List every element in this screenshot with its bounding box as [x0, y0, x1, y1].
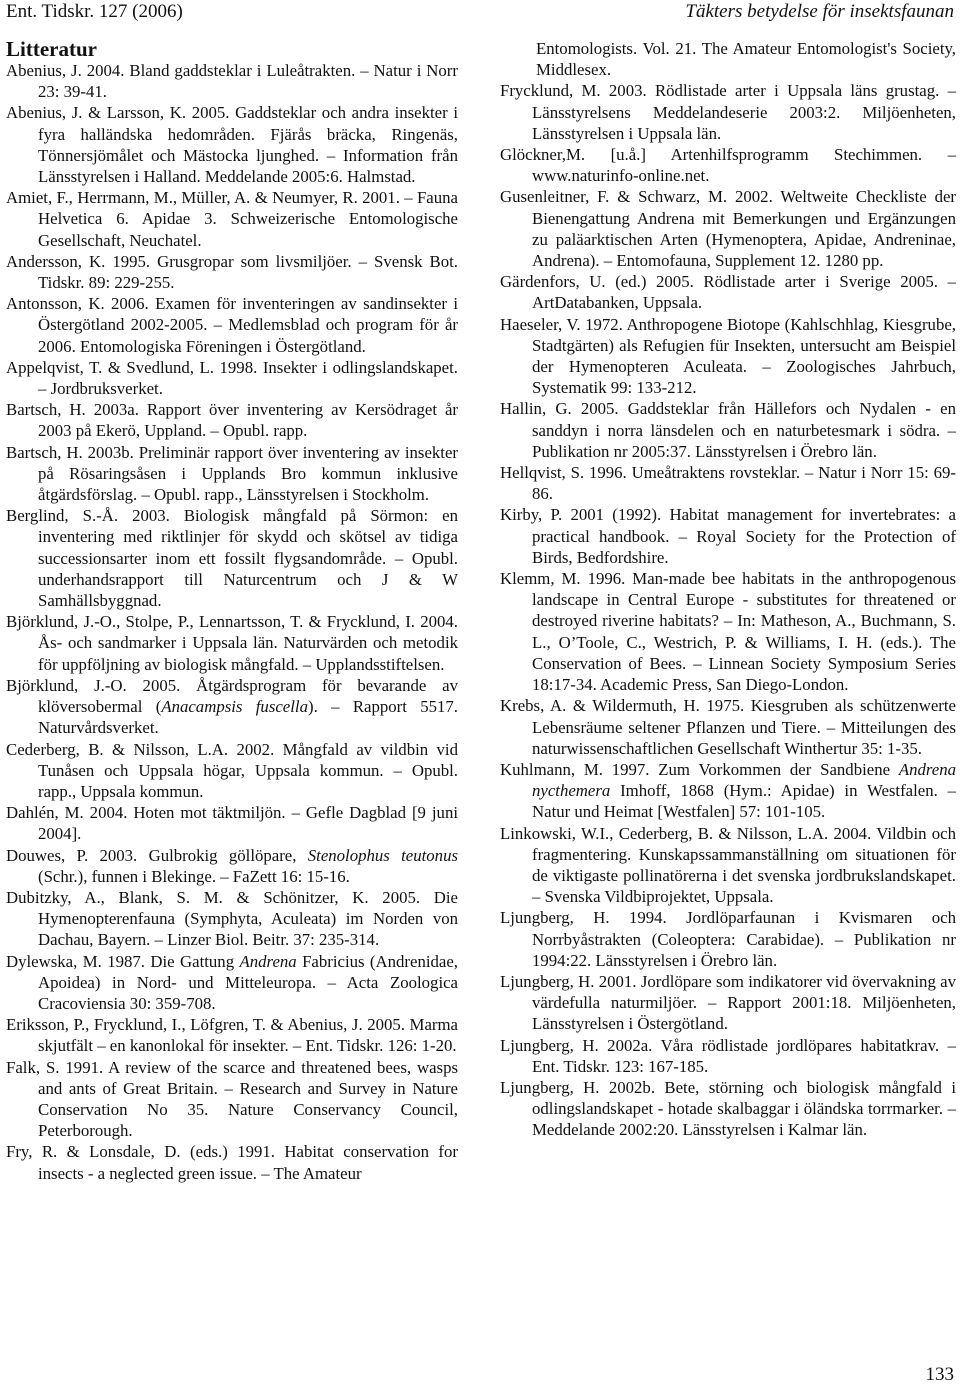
reference-entry: Andersson, K. 1995. Grusgropar som livsmiljöer. – Svensk Bot. Tidskr. 89: 229-255. — [6, 251, 458, 293]
running-title: Täkters betydelse för insektsfaunan — [685, 1, 954, 22]
reference-entry: Haeseler, V. 1972. Anthropogene Biotope (Kahlschhlag, Kiesgrube, Stadtgärten) als Refugien für Insekten, untersucht am Beispiel der Hymenopteren Aculeata. – Zoologisches Jahrbuch, Systematik 99: 133-212. — [500, 314, 956, 398]
reference-entry: Fry, R. & Lonsdale, D. (eds.) 1991. Habitat conservation for insects - a neglected green issue. – The Amateur — [6, 1142, 458, 1183]
reference-entry: Björklund, J.-O., Stolpe, P., Lennartsson, T. & Frycklund, I. 2004. Ås- och sandmarker i Uppsala län. Naturvärden och metodik för uppföljning av biologisk mångfald. – Upplandsstiftelsen. — [6, 612, 458, 674]
reference-entry: Ljungberg, H. 1994. Jordlöparfaunan i Kvismaren och Norrbyåstrakten (Coleoptera: Carabidae). – Publikation nr 1994:22. Länsstyrelsen i Örebro län. — [500, 908, 956, 970]
reference-entry: Glöckner,M. [u.å.] Artenhilfsprogramm Stechimmen. – www.naturinfo-online.net. — [500, 145, 956, 186]
reference-entry: Krebs, A. & Wildermuth, H. 1975. Kiesgruben als schützenwerte Lebensräume seltener Pflanzen und Tiere. – Mitteilungen des naturwissenschaftlichen Gesellschaft Winthertur 35: 1-35. — [500, 696, 956, 758]
reference-entry: Bartsch, H. 2003a. Rapport över inventering av Kersödraget år 2003 på Ekerö, Uppland. – Opubl. rapp. — [6, 400, 458, 441]
reference-entry: Falk, S. 1991. A review of the scarce and threatened bees, wasps and ants of Great Britain. – Research and Survey in Nature Conservation No 35. Nature Conservancy Council, Peterborough. — [6, 1057, 458, 1141]
reference-entry: Björklund, J.-O. 2005. Åtgärdsprogram för bevarande av klöversobermal (Anacampsis fuscella). – Rapport 5517. Naturvårdsverket. — [6, 675, 459, 738]
page-number: 133 — [925, 1364, 954, 1385]
reference-entry: Berglind, S.-Å. 2003. Biologisk mångfald på Sörmon: en inventering med riktlinjer för skydd och skötsel av tidiga successionsarter inom ett fossilt flygsandområde. – Opubl. underhandsrapport till Naturcentrum och J & W Samhällsbyggnad. — [6, 506, 458, 611]
right-column — [500, 38, 956, 1141]
reference-entry: Klemm, M. 1996. Man-made bee habitats in the anthropogenous landscape in Central Europe - substitutes for threatened or destroyed riverine habitats? – In: Matheson, A., Buchmann, S. L., O’Toole, C., Westrich, P. & Williams, I. H. (eds.). The Conservation of Bees. – Linnean Society Symposium Series 18:17-34. Academic Press, San Diego-London. — [500, 569, 956, 695]
reference-entry: Ljungberg, H. 2002b. Bete, störning och biologisk mångfald i odlingslandskapet - hotade skalbaggar i öländska torrmarker. – Meddelande 2002:20. Länsstyrelsen i Kalmar län. — [500, 1077, 956, 1140]
reference-entry: Dubitzky, A., Blank, S. M. & Schönitzer, K. 2005. Die Hymenopterenfauna (Symphyta, Aculeata) im Norden von Dachau, Bayern. – Linzer Biol. Beitr. 37: 235-314. — [6, 887, 458, 950]
reference-entry: Abenius, J. & Larsson, K. 2005. Gaddsteklar och andra insekter i fyra halländska hedområden. Fjärås bräcka, Ringenäs, Tönnersjömålet och Mästocka ljunghed. – Information från Länsstyrelsen i Halland. Meddelande 2005:6. Halmstad. — [6, 103, 458, 187]
reference-entry: Ljungberg, H. 2001. Jordlöpare som indikatorer vid övervakning av värdefulla naturmiljöer. – Rapport 2001:18. Miljöenheten, Länsstyrelsen i Östergötland. — [500, 971, 956, 1034]
reference-entry: Bartsch, H. 2003b. Preliminär rapport över inventering av insekter på Rösaringsåsen i Upplands Bro kommun inklusive åtgärdsförslag. – Opubl. rapp., Länsstyrelsen i Stockholm. — [6, 442, 458, 505]
reference-entry: Gärdenfors, U. (ed.) 2005. Rödlistade arter i Sverige 2005. – ArtDatabanken, Uppsala. — [500, 272, 956, 313]
reference-entry: Kuhlmann, M. 1997. Zum Vorkommen der Sandbiene Andrena nycthemera Imhoff, 1868 (Hym.: Apidae) in Westfalen. – Natur und Heimat [Westfalen] 57: 101-105. — [500, 759, 956, 822]
left-column — [6, 38, 458, 1184]
reference-entry: Eriksson, P., Frycklund, I., Löfgren, T. & Abenius, J. 2005. Marma skjutfält – en kanonlokal för insekter. – Ent. Tidskr. 126: 1-20. — [6, 1015, 458, 1056]
reference-entry: Amiet, F., Herrmann, M., Müller, A. & Neumyer, R. 2001. – Fauna Helvetica 6. Apidae 3. Schweizerische Entomologische Gesellschaft, Neuchatel. — [6, 188, 458, 250]
reference-entry: Kirby, P. 2001 (1992). Habitat management for invertebrates: a practical handbook. – Royal Society for the Protection of Birds, Bedfordshire. — [500, 505, 956, 567]
reference-entry: Dylewska, M. 1987. Die Gattung Andrena Fabricius (Andrenidae, Apoidea) in Nord- und Mitteleuropa. – Acta Zoologica Cracoviensia 30: 359-708. — [6, 951, 458, 1013]
journal-citation: Ent. Tidskr. 127 (2006) — [6, 1, 183, 22]
reference-entry: Hallin, G. 2005. Gaddsteklar från Hällefors och Nydalen - en sanddyn i norra länsdelen och en naturbetesmark i södra. – Publikation nr 2005:37. Länsstyrelsen i Örebro län. — [500, 399, 956, 461]
reference-entry: Ljungberg, H. 2002a. Våra rödlistade jordlöpares habitatkrav. – Ent. Tidskr. 123: 167-185. — [500, 1035, 956, 1076]
reference-entry: Dahlén, M. 2004. Hoten mot täktmiljön. – Gefle Dagblad [9 juni 2004]. — [6, 803, 458, 844]
reference-entry: Appelqvist, T. & Svedlund, L. 1998. Insekter i odlingslandskapet. – Jordbruksverket. — [6, 357, 458, 399]
reference-entry: Abenius, J. 2004. Bland gaddsteklar i Luleåtrakten. – Natur i Norr 23: 39-41. — [6, 61, 458, 102]
page-header — [6, 0, 954, 26]
reference-entry: Douwes, P. 2003. Gulbrokig göllöpare, Stenolophus teutonus (Schr.), funnen i Blekinge. – FaZett 16: 15-16. — [6, 845, 458, 886]
reference-list-left — [6, 60, 458, 1184]
reference-entry: Linkowski, W.I., Cederberg, B. & Nilsson, L.A. 2004. Vildbin och fragmentering. Kunskapssammanställning om situationen för de viktigaste pollinatörerna i det svenska jordbrukslandskapet. – Svenska Vildbiprojektet, Uppsala. — [500, 823, 956, 907]
reference-list-right — [500, 38, 956, 1141]
reference-entry: Hellqvist, S. 1996. Umeåtraktens rovsteklar. – Natur i Norr 15: 69-86. — [500, 463, 956, 504]
reference-entry: Frycklund, M. 2003. Rödlistade arter i Uppsala läns grustag. – Länsstyrelsens Meddelandeserie 2003:2. Miljöenheten, Länsstyrelsen i Uppsala län. — [500, 81, 956, 143]
section-heading: Litteratur — [6, 37, 97, 61]
reference-entry: Antonsson, K. 2006. Examen för inventeringen av sandinsekter i Östergötland 2002-2005. – Medlemsblad och program för år 2006. Entomologiska Föreningen i Östergötland. — [6, 294, 458, 356]
reference-entry: Gusenleitner, F. & Schwarz, M. 2002. Weltweite Checkliste der Bienengattung Andrena mit Bemerkungen und Ergänzungen zu paläarktischen Arten (Hymenoptera, Apidae, Andreninae, Andrena). – Entomofauna, Supplement 12. 1280 pp. — [500, 187, 956, 271]
reference-entry: Cederberg, B. & Nilsson, L.A. 2002. Mångfald av vildbin vid Tunåsen och Uppsala högar, Uppsala kommun. – Opubl. rapp., Uppsala kommun. — [6, 739, 458, 801]
reference-entry: Entomologists. Vol. 21. The Amateur Entomologist's Society, Middlesex. — [536, 39, 956, 80]
